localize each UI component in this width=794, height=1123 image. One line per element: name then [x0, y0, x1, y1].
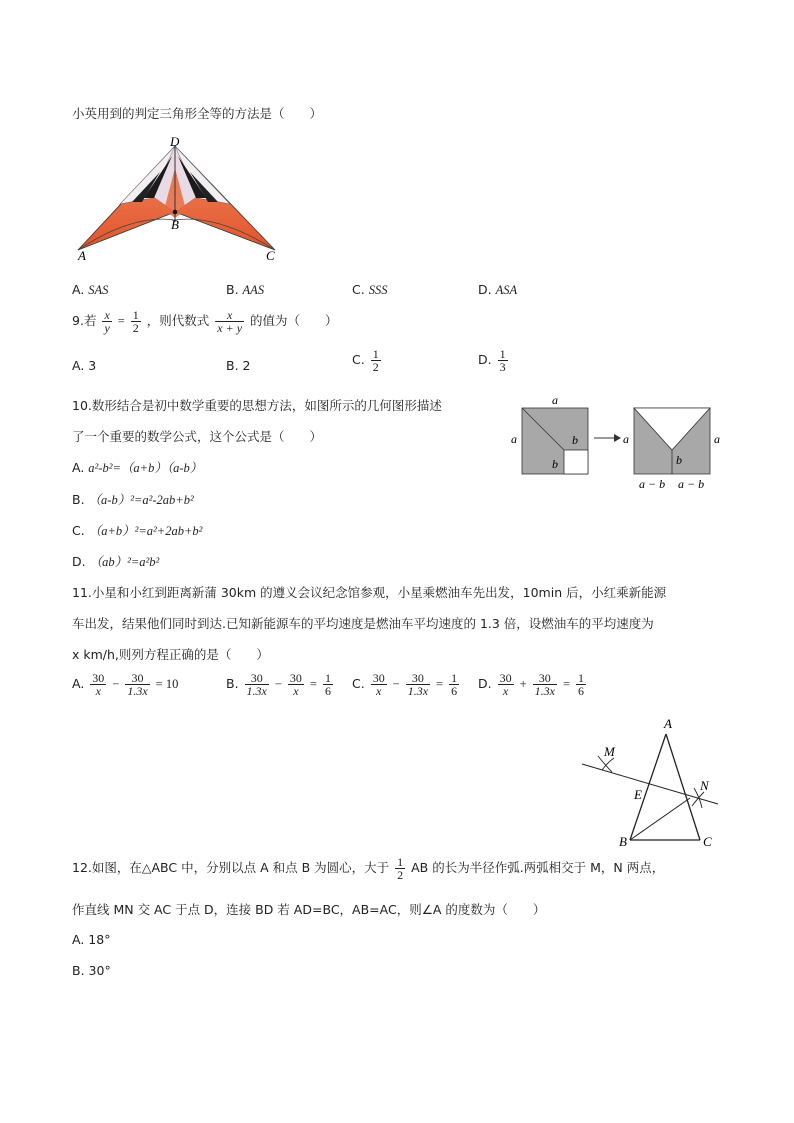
tri-label-b: B — [619, 834, 627, 849]
q10-option-b[interactable]: B. （a-b）²=a²-2ab+b² — [72, 492, 194, 507]
q10-option-a[interactable]: A. a²-b²=（a+b）（a-b） — [72, 460, 203, 475]
sq-right-side-a1: a — [623, 432, 629, 446]
sq-left-side-a: a — [511, 432, 517, 446]
q12-stem-line1: 12.如图，在△ABC 中，分别以点 A 和点 B 为圆心，大于 $\frac{1}{2}$ AB 的长为半径作弧.两弧相交于 M，N 两点， — [72, 855, 665, 882]
q9-option-c[interactable]: C. $\frac{1}{2}$ — [352, 347, 379, 374]
q8-stem: 小英用到的判定三角形全等的方法是（ ） — [72, 106, 323, 121]
q9-option-d[interactable]: D. $\frac{1}{3}$ — [478, 347, 506, 374]
triangle-figure — [576, 712, 726, 852]
q11-stem-line3: x km/h,则列方程正确的是（ ） — [72, 647, 269, 662]
kite-figure — [72, 132, 282, 262]
q11-option-b[interactable]: B. $\frac{30}{1.3x}$ − $\frac{30}{x}$ = $\frac{1}{6}$ — [226, 671, 331, 698]
q10-option-c[interactable]: C. （a+b）²=a²+2ab+b² — [72, 523, 203, 538]
q12-option-a[interactable]: A. 18° — [72, 932, 111, 947]
tri-label-n: N — [700, 778, 709, 793]
sq-right-side-a2: a — [714, 432, 720, 446]
q12-half-fraction: $\frac{1}{2}$ — [397, 855, 404, 882]
q12-option-b[interactable]: B. 30° — [72, 963, 111, 978]
q9-condition-fraction: $\frac{x}{y}$ — [104, 308, 110, 335]
tri-label-a: A — [664, 716, 672, 731]
sq-right-amb2: a − b — [678, 477, 705, 491]
q12-stem-line2: 作直线 MN 交 AC 于点 D，连接 BD 若 AD=BC，AB=AC，则∠A 的度数为（ ） — [72, 902, 546, 917]
q9-option-a[interactable]: A. 3 — [72, 358, 97, 373]
q10-stem-line1: 10.数形结合是初中数学重要的思想方法，如图所示的几何图形描述 — [72, 398, 442, 413]
q8-option-c[interactable]: C. SSS — [352, 282, 388, 297]
q8-option-a[interactable]: A. SAS — [72, 282, 109, 297]
squares-figure — [506, 392, 728, 492]
q8-option-d[interactable]: D. ASA — [478, 282, 518, 297]
tri-label-m: M — [604, 744, 615, 759]
kite-label-d: D — [170, 134, 180, 149]
q9-expression-fraction: $\frac{x}{x + y}$ — [217, 308, 243, 335]
q11-option-c[interactable]: C. $\frac{30}{x}$ − $\frac{30}{1.3x}$ = $\frac{1}{6}$ — [352, 671, 458, 698]
q10-option-d[interactable]: D. （ab）²=a²b² — [72, 554, 160, 569]
sq-left-b1: b — [572, 433, 578, 447]
q11-stem-line1: 11.小星和小红到距离新蒲 30km 的遵义会议纪念馆参观，小星乘燃油车先出发，10min 后，小红乘新能源 — [72, 585, 667, 600]
q11-stem-line2: 车出发，结果他们同时到达.已知新能源车的平均速度是燃油车平均速度的 1.3 倍，设燃油车的平均速度为 — [72, 616, 654, 631]
q11-option-d[interactable]: D. $\frac{30}{x}$ + $\frac{30}{1.3x}$ = $\frac{1}{6}$ — [478, 671, 584, 698]
q8-option-b[interactable]: B. AAS — [226, 282, 265, 297]
q10-stem-line2: 了一个重要的数学公式，这个公式是（ ） — [72, 429, 323, 444]
kite-label-b: B — [171, 217, 179, 232]
q9-stem: 9.若 $\frac{x}{y}$ = $\frac{1}{2}$ ，则代数式 $\frac{x}{x + y}$ 的值为（ ） — [72, 308, 338, 335]
q9-condition-value: $\frac{1}{2}$ — [132, 308, 139, 335]
q9-option-b[interactable]: B. 2 — [226, 358, 251, 373]
tri-label-e: E — [634, 787, 642, 802]
tri-label-c: C — [703, 834, 712, 849]
sq-right-amb1: a − b — [639, 477, 666, 491]
kite-label-c: C — [266, 248, 275, 262]
kite-label-a: A — [78, 248, 86, 262]
sq-right-b: b — [676, 453, 682, 467]
q11-option-a[interactable]: A. $\frac{30}{x}$ − $\frac{30}{1.3x}$ = 10 — [72, 671, 179, 698]
sq-left-top-a: a — [552, 393, 558, 407]
sq-left-b2: b — [552, 457, 558, 471]
